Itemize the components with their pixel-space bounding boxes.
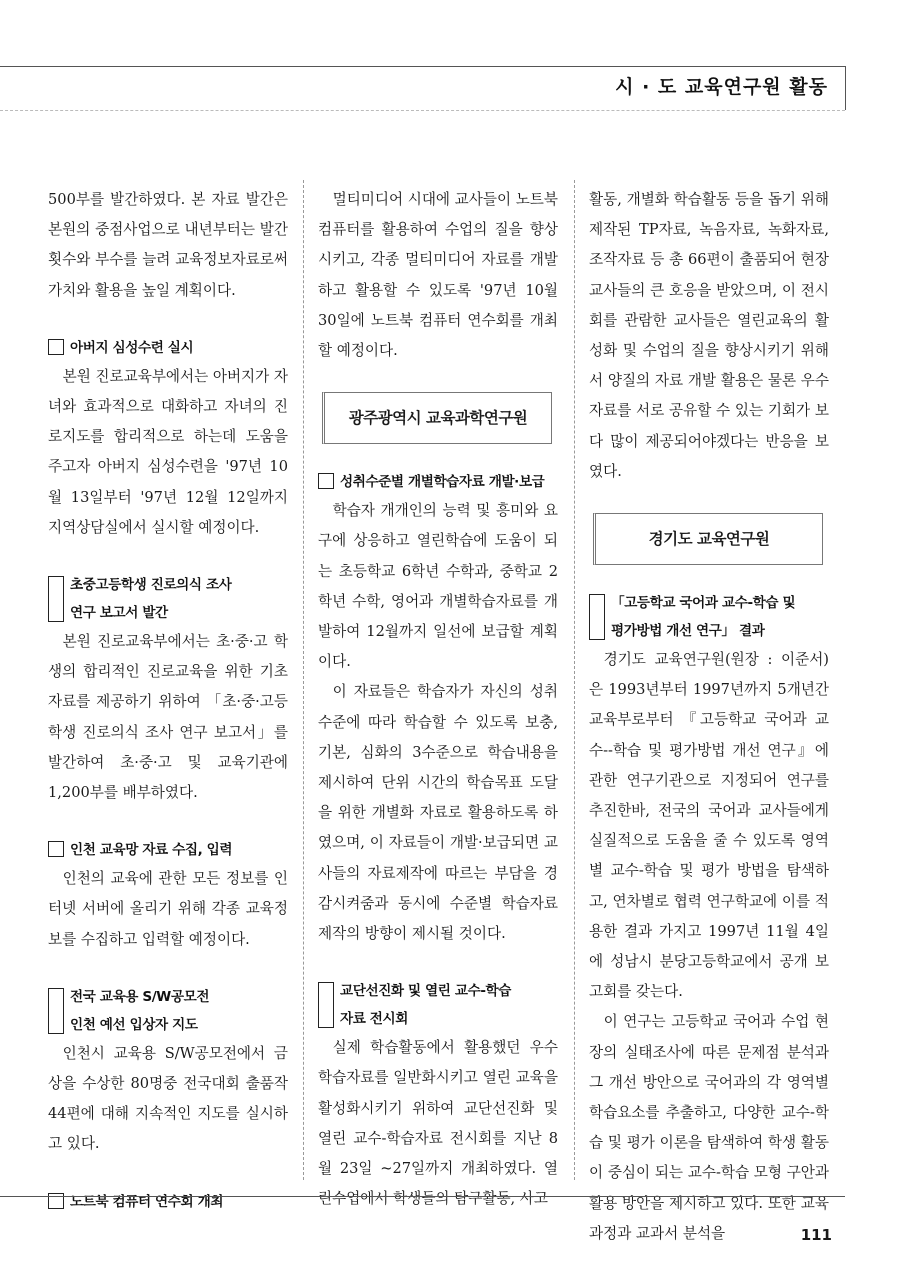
- checkbox-icon: [48, 988, 64, 1034]
- subheading: [48, 334, 288, 362]
- subheading-line: 연구 보고서 발간: [70, 605, 168, 622]
- subheading: [318, 468, 558, 496]
- page-number: 111: [800, 1226, 832, 1244]
- column-2: [318, 185, 558, 1214]
- subheading-text: 인천 교육망 자료 수집, 입력: [70, 842, 233, 859]
- paragraph: 인천시 교육용 S/W공모전에서 금상을 수상한 80명중 전국대회 출품작 44편에 대해 지속적인 지도를 실시하고 있다.: [48, 1044, 288, 1153]
- column-divider: [303, 180, 304, 1180]
- paragraph: 인천의 교육에 관한 모든 정보를 인터넷 서버에 올리기 위해 각종 교육정보를 수집하고 입력할 예정이다.: [48, 870, 288, 948]
- institution-box: 경기도 교육연구원: [593, 513, 823, 565]
- paragraph: 멀티미디어 시대에 교사들이 노트북 컴퓨터를 활용하여 수업의 질을 향상시키고, 각종 멀티미디어 자료를 개발하고 활용할 수 있도록 '97년 10월 30일에 노트북 컴퓨터 연수회를 개최할 예정이다.: [318, 191, 558, 360]
- paragraph: 학습자 개개인의 능력 및 흥미와 요구에 상응하고 열린학습에 도움이 되는 초등학교 6학년 수학과, 중학교 2학년 수학, 영어과 개별학습자료를 개발하여 12월까지 일선에 보급할 계획이다.: [318, 502, 558, 671]
- header-vertical-rule: [845, 66, 846, 110]
- paragraph: 경기도 교육연구원(원장 : 이준서)은 1993년부터 1997년까지 5개년간 교육부로부터 『고등학교 국어과 교수--학습 및 평가방법 개선 연구』에 관한 연구기관으로 지정되어 연구를 추진한바, 전국의 국어과 교사들에게 실질적으로 도움을 줄 수 있도록 영역별 교수-학습 및 평가 방법을 탐색하고, 연차별로 협력 연구학교에 이를 적용한 결과 가지고 1997년 11월 4일에 성남시 분당고등학교에서 공개 보고회를 갖는다.: [589, 651, 829, 1001]
- paragraph: 이 연구는 고등학교 국어과 수업 현장의 실태조사에 따른 문제점 분석과 그 개선 방안으로 국어과의 각 영역별 학습요소를 추출하고, 다양한 교수-학습 및 평가 이론을 탐색하여 학생 활동이 중심이 되는 교수-학습 모형 구안과 활용 방안을 제시하고 있다. 또한 교육과정과 교과서 분석을: [589, 1013, 829, 1242]
- subheading-line: 평가방법 개선 연구」 결과: [611, 623, 765, 640]
- subheading-line: 전국 교육용 S/W공모전: [70, 988, 210, 1005]
- subheading: [318, 977, 558, 1033]
- subheading-text: 성취수준별 개별학습자료 개발·보급: [340, 474, 545, 491]
- subheading: [48, 1188, 288, 1216]
- subheading-line: 초중고등학생 진로의식 조사: [70, 577, 232, 594]
- subheading: [48, 836, 288, 864]
- checkbox-icon: [589, 594, 605, 640]
- institution-box: 광주광역시 교육과학연구원: [322, 392, 552, 444]
- checkbox-icon: [48, 576, 64, 622]
- subheading-line: 인천 예선 입상자 지도: [70, 1016, 198, 1033]
- paragraph: 실제 학습활동에서 활용했던 우수 학습자료를 일반화시키고 열린 교육을 활성화시키기 위하여 교단선진화 및 열린 교수-학습자료 전시회를 지난 8월 23일 ~27일까지 개최하였다. 열린수업에서 학생들의 탐구활동, 사고: [318, 1039, 558, 1208]
- checkbox-icon: [318, 473, 334, 489]
- checkbox-icon: [48, 841, 64, 857]
- subheading-line: 교단선진화 및 열린 교수-학습: [340, 983, 512, 1000]
- column-1: [48, 185, 288, 1216]
- column-3: [589, 185, 829, 1249]
- subheading-line: 자료 전시회: [340, 1011, 408, 1028]
- subheading-text: 노트북 컴퓨터 연수회 개최: [70, 1193, 224, 1210]
- header-rule: [0, 66, 845, 67]
- paragraph: 활동, 개별화 학습활동 등을 돕기 위해 제작된 TP자료, 녹음자료, 녹화자료, 조작자료 등 총 66편이 출품되어 현장 교사들의 큰 호응을 받았으며, 이 전시회를 관람한 교사들은 열린교육의 활성화 및 수업의 질을 향상시키기 위해서 양질의 자료 개발 활용은 물론 우수 자료를 서로 공유할 수 있는 기회가 보다 많이 제공되어야겠다는 반응을 보였다.: [589, 191, 829, 480]
- checkbox-icon: [318, 982, 334, 1028]
- paragraph: 이 자료들은 학습자가 자신의 성취 수준에 따라 학습할 수 있도록 보충, 기본, 심화의 3수준으로 학습내용을 제시하여 단위 시간의 학습목표 도달을 위한 개별화 자료로 활용하도록 하였으며, 이 자료들이 개발·보급되면 교사들의 자료제작에 따르는 부담을 경감시켜줌과 동시에 수준별 학습자료 제작의 방향이 제시될 것이다.: [318, 683, 558, 943]
- paragraph: 500부를 발간하였다. 본 자료 발간은 본원의 중점사업으로 내년부터는 발간횟수와 부수를 늘려 교육정보자료로써 가치와 활용을 높일 계획이다.: [48, 191, 288, 299]
- subheading-line: 「고등학교 국어과 교수-학습 및: [611, 595, 796, 612]
- header-dashed-rule: [0, 110, 845, 111]
- paragraph: 본원 진로교육부에서는 아버지가 자녀와 효과적으로 대화하고 자녀의 진로지도를 합리적으로 하는데 도움을 주고자 아버지 심성수련을 '97년 10월 13일부터 '97년 12월 12일까지 지역상담실에서 실시할 예정이다.: [48, 367, 288, 536]
- section-header: 시 · 도 교육연구원 활동: [615, 76, 828, 98]
- checkbox-icon: [48, 339, 64, 355]
- column-divider: [574, 180, 575, 1180]
- subheading: [48, 983, 288, 1039]
- subheading-text: 아버지 심성수련 실시: [70, 339, 194, 356]
- footer-rule: [0, 1196, 845, 1197]
- subheading: [48, 571, 288, 627]
- paragraph: 본원 진로교육부에서는 초·중·고 학생의 합리적인 진로교육을 위한 기초자료를 제공하기 위하여 「초·중·고등학생 진로의식 조사 연구 보고서」를 발간하여 초·중·고 및 교육기관에 1,200부를 배부하였다.: [48, 633, 288, 802]
- subheading: [589, 589, 829, 645]
